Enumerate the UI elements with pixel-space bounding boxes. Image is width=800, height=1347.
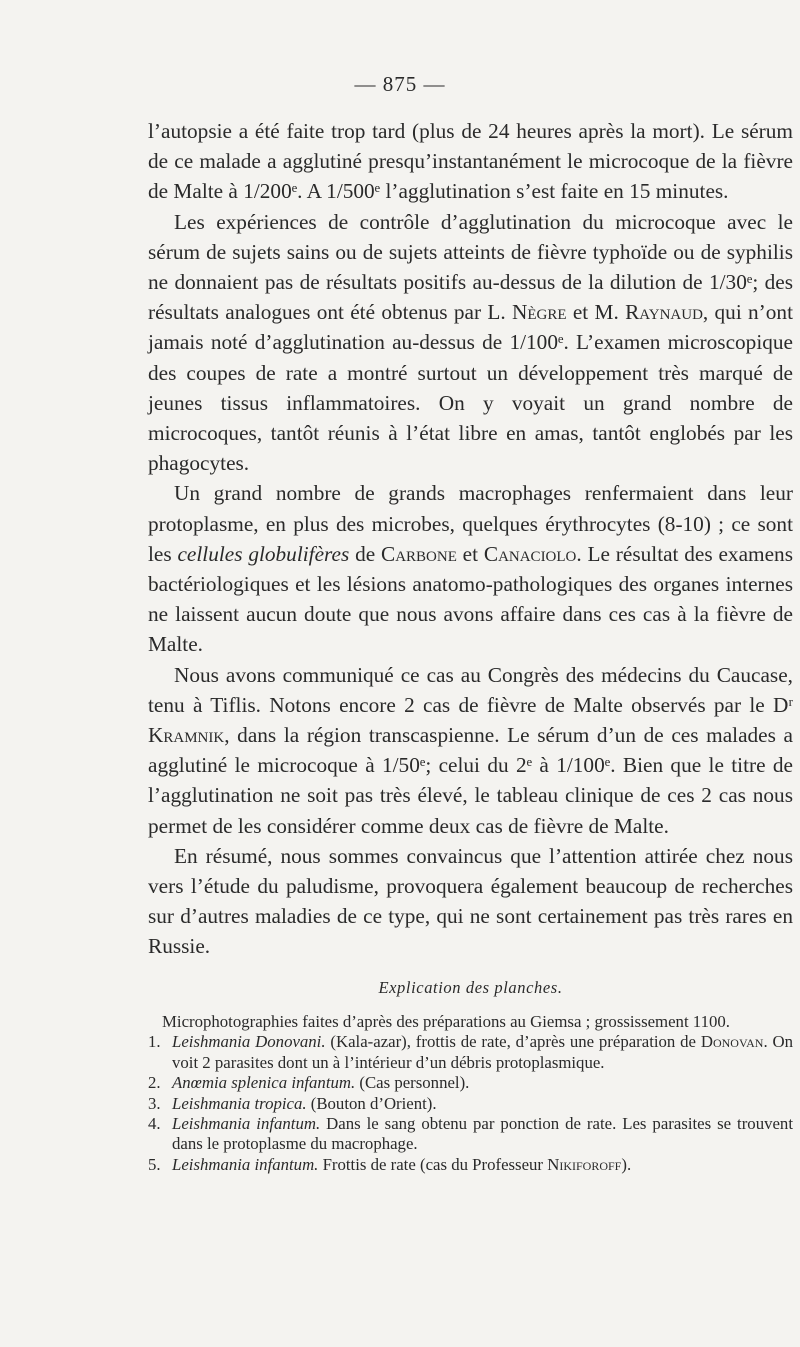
author-kramnik: Kramnik: [148, 723, 225, 748]
species-name: Leishmania infantum.: [172, 1114, 321, 1134]
paragraph-2-text-c: , qui n’ont jamais noté d’agglutination au-dessus de 1/100ᵉ. L’examen microscopique des coupes de rate a montré surtout un développement très marqué de jeunes tissus inflammatoires. On y voyait un grand nombre de microcoques, tantôt réunis à l’état libre en amas, tantôt englobés par les phagocytes.: [148, 300, 793, 476]
note-number: 4.: [148, 1114, 161, 1134]
note-text: [172, 1114, 793, 1155]
note-text-b: . On voit 2 parasites dont un à l’intérieur d’un débris protoplasmique.: [172, 1032, 793, 1072]
paragraph-4: [148, 660, 793, 841]
author-carbone: Carbone: [381, 541, 457, 566]
species-name: Leishmania infantum.: [172, 1154, 319, 1174]
note-number: 5.: [148, 1154, 161, 1174]
note-number: 1.: [148, 1032, 161, 1052]
paragraph-2-text-a: Les expériences de contrôle d’agglutination du microcoque avec le sérum de sujets sains ou de sujets atteints de fièvre typhoïde ou de syphilis ne donnaient pas de résultats positifs au-dessus de la dilution de 1/30ᵉ; des résultats analogues ont été obtenus par L.: [148, 209, 793, 325]
note-text-a: (Cas personnel).: [355, 1073, 470, 1093]
note-text-a: (Bouton d’Orient).: [306, 1093, 437, 1113]
species-name: Anœmia splenica infantum.: [172, 1073, 356, 1093]
note-text-a: (Kala-azar), frottis de rate, d’après une préparation de: [325, 1032, 701, 1052]
note-text-a: Dans le sang obtenu par ponction de rate. Les parasites se trouvent dans le protoplasme du macrophage.: [172, 1114, 793, 1154]
species-name: Leishmania Donovani.: [172, 1032, 326, 1052]
term-cellules-globuliferes: cellules globulifères: [177, 541, 350, 566]
note-item-5: [148, 1155, 793, 1175]
author-canaciolo: Canaciolo: [483, 541, 577, 566]
paragraph-2-text-b: et M.: [566, 300, 626, 325]
paragraph-2: [148, 207, 793, 479]
paragraph-1: l’autopsie a été faite trop tard (plus de 24 heures après la mort). Le sérum de ce malade a agglutiné presqu’instantanément le microcoque de la fièvre de Malte à 1/200ᵉ. A 1/500ᵉ l’agglutination s’est faite en 15 minutes.: [148, 119, 793, 204]
paragraph-5: En résumé, nous sommes convaincus que l’attention attirée chez nous vers l’étude du paludisme, provoquera également beaucoup de recherches sur d’autres maladies de ce type, qui ne sont certainement pas très rares en Russie.: [148, 843, 793, 959]
note-text: [172, 1094, 793, 1114]
plates-notes: [148, 1012, 793, 1175]
note-text-b: ).: [621, 1154, 632, 1174]
paragraph-3: [148, 478, 793, 659]
species-name: Leishmania tropica.: [172, 1093, 307, 1113]
note-number: 3.: [148, 1093, 161, 1113]
note-item-4: [148, 1114, 793, 1155]
note-item-3: [148, 1094, 793, 1114]
body-text: [148, 116, 793, 962]
author-negre: Nègre: [512, 300, 567, 325]
note-number: 2.: [148, 1073, 161, 1093]
page-number: — 875 —: [354, 72, 446, 96]
paragraph-3-text-a: Un grand nombre de grands macrophages renfermaient dans leur protoplasme, en plus des microbes, quelques érythrocytes (8-10) ; ce sont les: [148, 481, 793, 566]
explication-title: Explication des planches.: [378, 978, 563, 997]
notes-intro: Microphotographies faites d’après des préparations au Giemsa ; grossissement 1100.: [162, 1012, 730, 1031]
author-nikiforoff: Nikiforoff: [547, 1154, 622, 1174]
note-item-1: [148, 1032, 793, 1073]
author-donovan: Donovan: [700, 1032, 764, 1052]
paragraph-3-text-b: de: [349, 541, 381, 566]
paragraph-4-text-a: Nous avons communiqué ce cas au Congrès des médecins du Caucase, tenu à Tiflis. Notons encore 2 cas de fièvre de Malte observés par le Dʳ: [148, 662, 793, 717]
note-text: [172, 1032, 793, 1073]
note-text: [172, 1155, 793, 1175]
paragraph-3-text-c: et: [456, 541, 484, 566]
note-text-a: Frottis de rate (cas du Professeur: [318, 1154, 548, 1174]
paragraph-4-text-b: , dans la région transcaspienne. Le sérum d’un de ces malades a agglutiné le microcoque à 1/50ᵉ; celui du 2ᵉ à 1/100ᵉ. Bien que le titre de l’agglutination ne soit pas très élevé, le tableau clinique de ces 2 cas nous permet de les considérer comme deux cas de fièvre de Malte.: [148, 723, 793, 838]
author-raynaud: Raynaud: [625, 300, 703, 325]
note-item-2: [148, 1073, 793, 1093]
note-text: [172, 1073, 793, 1093]
paragraph-3-text-d: . Le résultat des examens bactériologiques et les lésions anatomo-pathologiques des organes internes ne laissent aucun doute que nous avons affaire dans ces cas à la fièvre de Malte.: [148, 541, 793, 657]
